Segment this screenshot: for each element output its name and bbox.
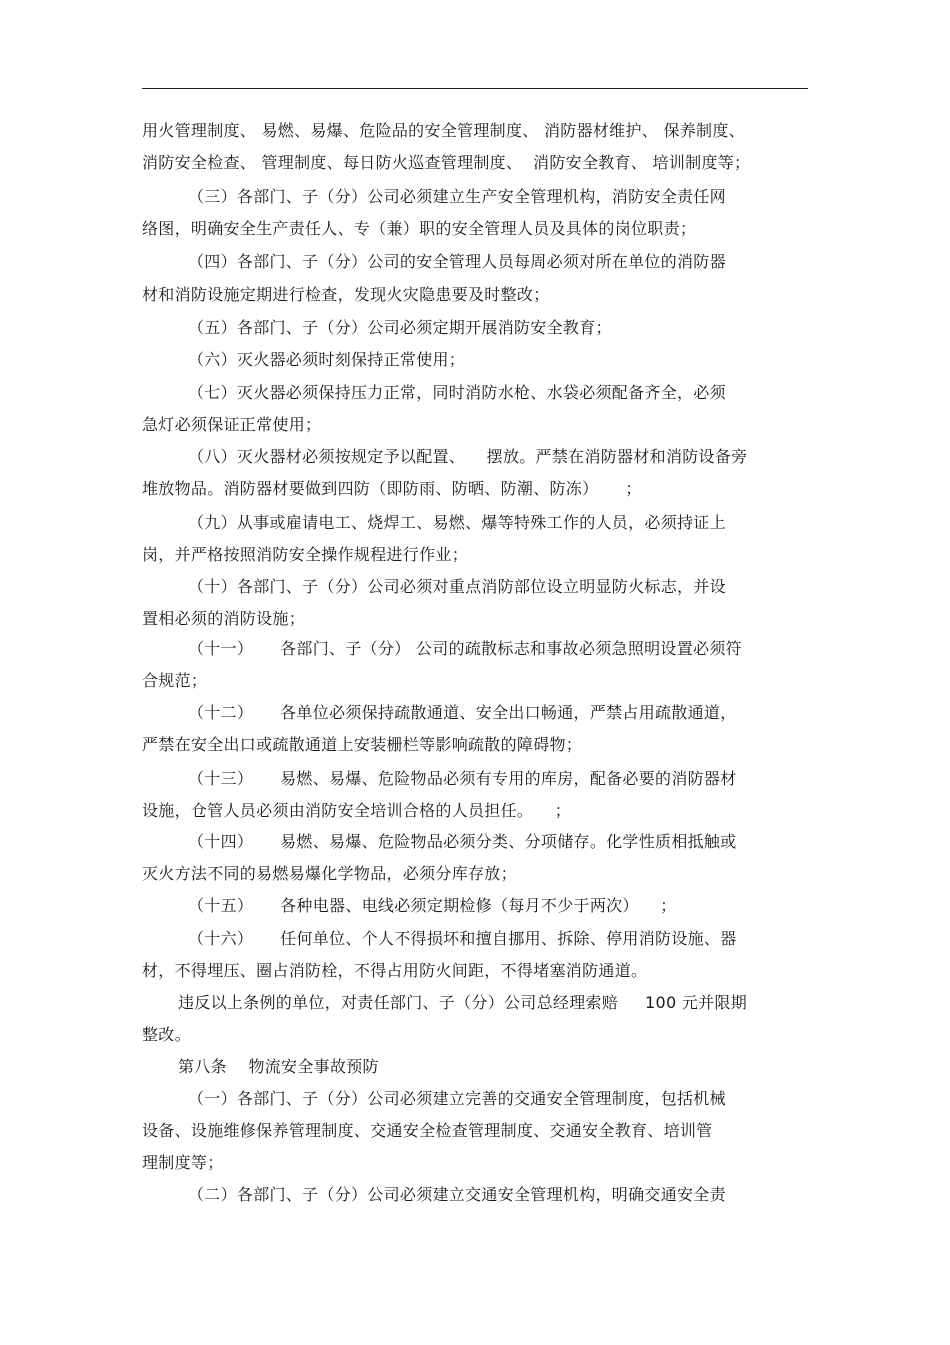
text-line: 设施，仓管人员必须由消防安全培训合格的人员担任。 ； [142,801,572,820]
text-line: （六）灭火器必须时刻保持正常使用； [188,350,466,369]
text-line: 灭火方法不同的易燃易爆化学物品，必须分库存放； [142,864,517,883]
section-heading: 第八条 物流安全事故预防 [178,1057,379,1076]
text-line: （二）各部门、子（分）公司必须建立交通安全管理机构，明确交通安全责 [188,1185,726,1204]
text-line: 违反以上条例的单位，对责任部门、子（分）公司总经理索赔 100 元并限期 [178,993,748,1012]
text-line: （八）灭火器材必须按规定予以配置、 摆放。严禁在消防器材和消防设备旁 [188,447,748,466]
text-line: 整改。 [142,1025,191,1044]
text-line: （十三） 易燃、易爆、危险物品必须有专用的库房，配备必要的消防器材 [188,769,737,788]
text-line: 合规范； [142,671,208,690]
text-line: （九）从事或雇请电工、烧焊工、易燃、爆等特殊工作的人员，必须持证上 [188,513,726,532]
text-line: 材，不得埋压、圈占消防栓，不得占用防火间距，不得堵塞消防通道。 [142,961,648,980]
text-line: （三）各部门、子（分）公司必须建立生产安全管理机构，消防安全责任网 [188,187,726,206]
text-line: 设备、设施维修保养管理制度、交通安全检查管理制度、交通安全教育、培训管 [142,1121,713,1140]
text-line: （七）灭火器必须保持压力正常，同时消防水枪、水袋必须配备齐全，必须 [188,383,726,402]
text-line: （五）各部门、子（分）公司必须定期开展消防安全教育； [188,318,612,337]
text-line: 急灯必须保证正常使用； [142,415,322,434]
text-line: 堆放物品。消防器材要做到四防（即防雨、防晒、防潮、防冻） ； [142,479,642,498]
text-line: 用火管理制度、 易燃、易爆、危险品的安全管理制度、 消防器材维护、 保养制度、 [142,121,745,140]
text-line: （十）各部门、子（分）公司必须对重点消防部位设立明显防火标志，并设 [188,577,726,596]
text-line: （十一） 各部门、子（分） 公司的疏散标志和事故必须急照明设置必须符 [188,639,742,658]
text-line: 置相必须的消防设施； [142,609,306,628]
text-line: 严禁在安全出口或疏散通道上安装栅栏等影响疏散的障碍物； [142,735,583,754]
text-line: 材和消防设施定期进行检查，发现火灾隐患要及时整改； [142,285,550,304]
text-line: （四）各部门、子（分）公司的安全管理人员每周必须对所在单位的消防器 [188,252,726,271]
text-line: 消防安全检查、 管理制度、每日防火巡查管理制度、 消防安全教育、 培训制度等； [142,153,751,172]
text-line: （十五） 各种电器、电线必须定期检修（每月不少于两次） ； [188,896,677,915]
header-rule [142,88,808,89]
text-line: 络图，明确安全生产责任人、专（兼）职的安全管理人员及具体的岗位职责； [142,219,697,238]
text-line: 理制度等； [142,1153,224,1172]
text-line: （十六） 任何单位、个人不得损坏和擅自挪用、拆除、停用消防设施、器 [188,929,737,948]
text-line: （一）各部门、子（分）公司必须建立完善的交通安全管理制度，包括机械 [188,1089,726,1108]
text-line: （十二） 各单位必须保持疏散通道、安全出口畅通，严禁占用疏散通道， [188,703,737,722]
text-line: 岗，并严格按照消防安全操作规程进行作业； [142,545,469,564]
text-line: （十四） 易燃、易爆、危险物品必须分类、分项储存。化学性质相抵触或 [188,832,737,851]
